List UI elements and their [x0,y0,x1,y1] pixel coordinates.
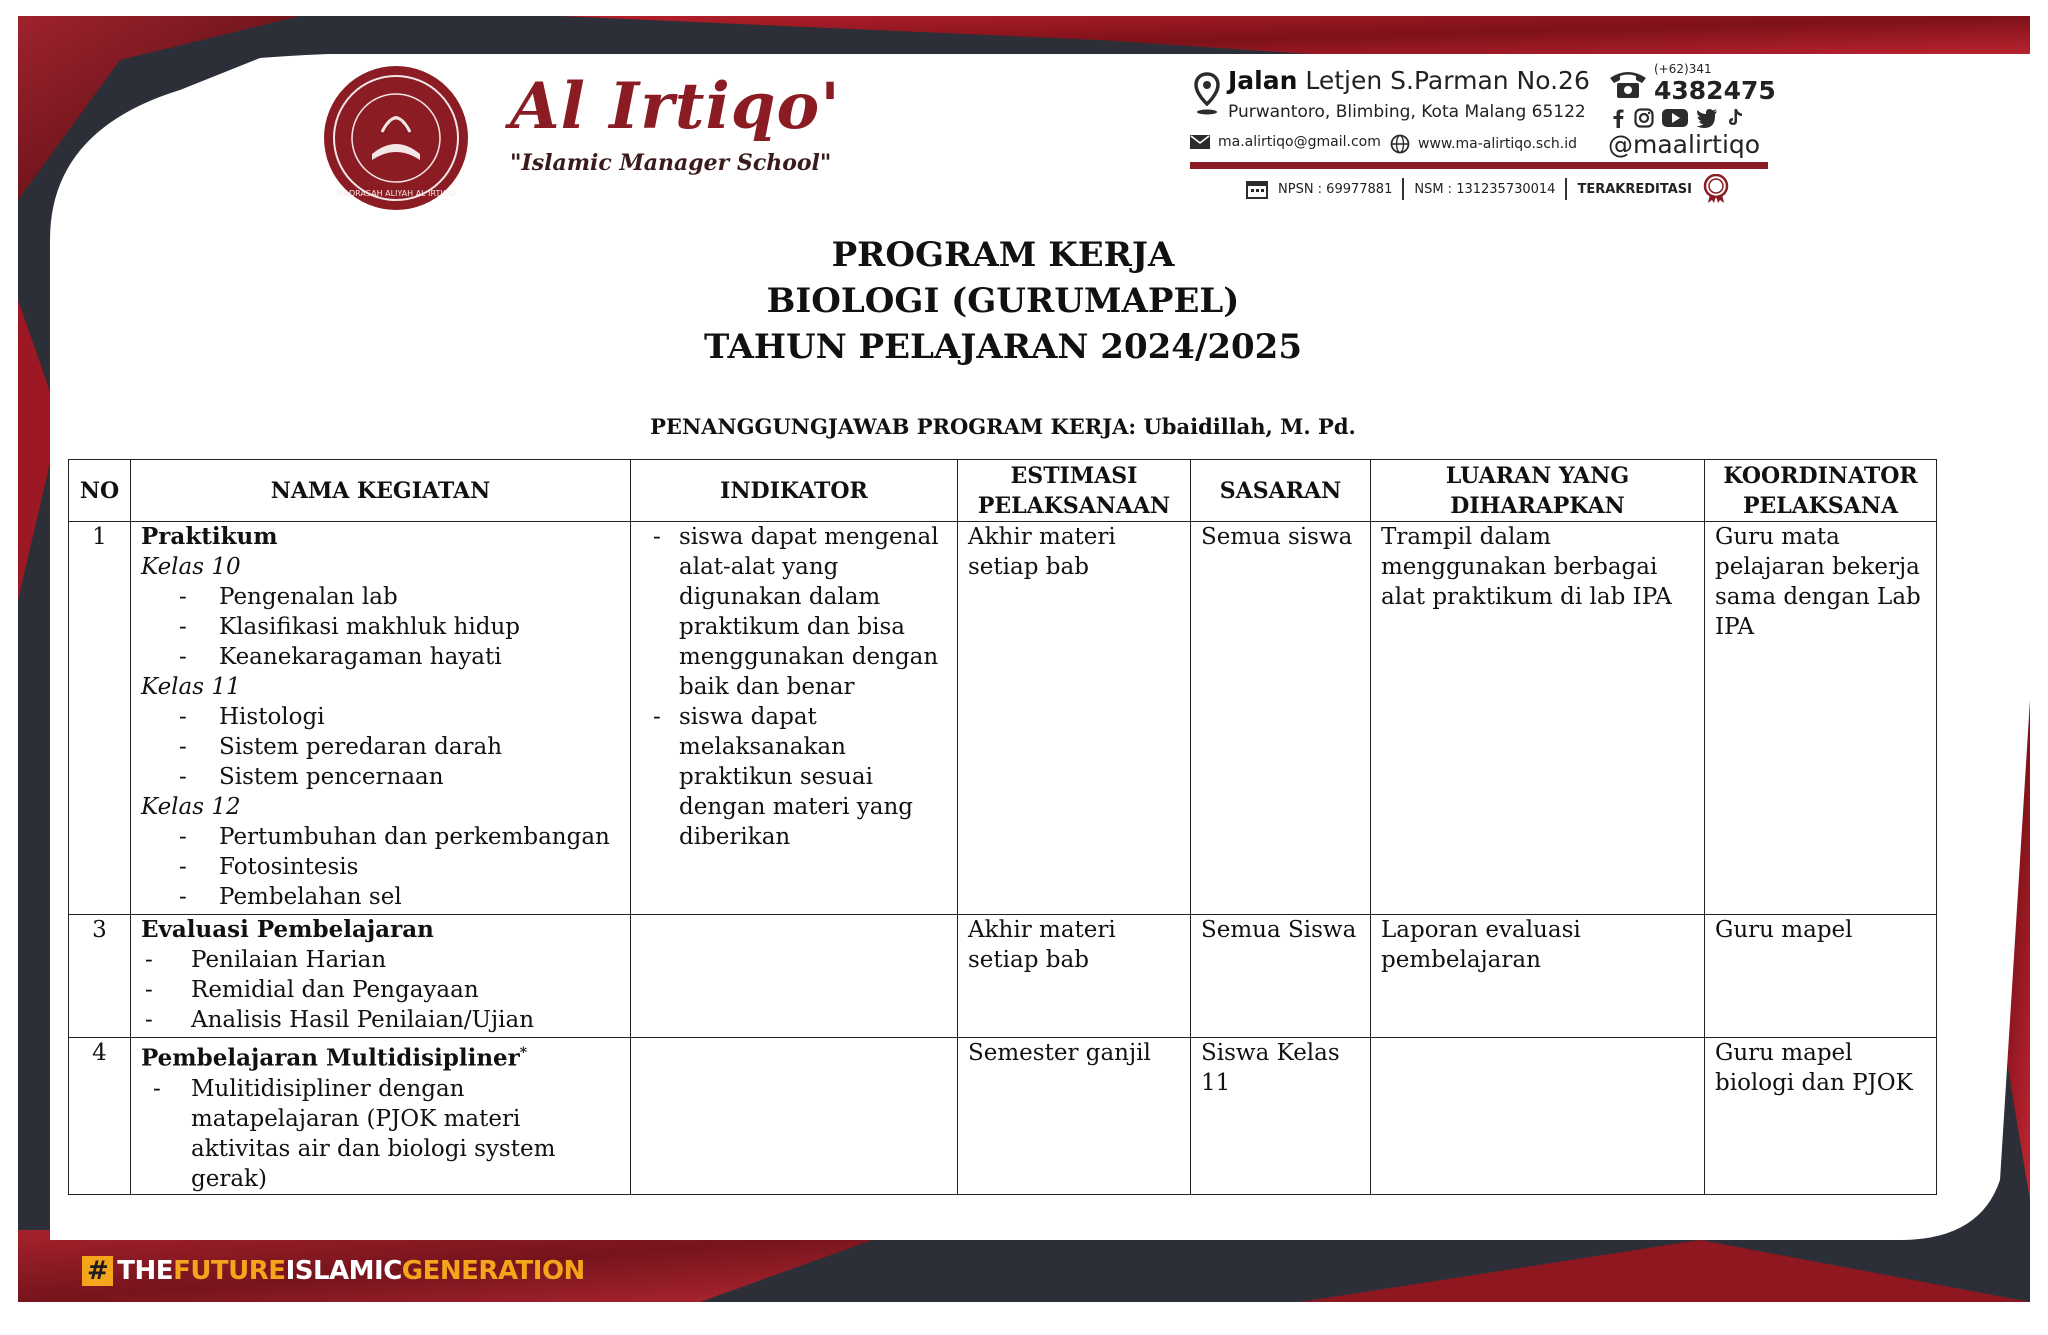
row-number: 3 [69,915,131,1038]
slogan-word: GENERATION [401,1256,585,1286]
twitter-icon [1696,108,1718,128]
activity-list [141,582,620,672]
list-item: - Penilaian Harian [141,945,620,975]
phone-code: (+62)341 [1654,62,1712,76]
activity-list [141,822,620,912]
npsn: NPSN : 69977881 [1278,181,1393,197]
target-cell: Semua Siswa [1191,915,1371,1038]
list-item: - siswa dapat melaksanakan praktikun sesuai dengan materi yang diberikan [641,702,947,852]
accreditation-badge-icon [1702,174,1730,204]
list-item: - Analisis Hasil Penilaian/Ujian [141,1005,620,1035]
title-line-2: BIOLOGI (GURUMAPEL) [766,281,1240,321]
list-item: - Remidial dan Pengayaan [141,975,620,1005]
brand [510,69,841,176]
credentials [1246,174,1730,204]
activity-cell [131,1038,631,1195]
social-handle: @maalirtiqo [1608,130,1761,159]
output-cell: Trampil dalam menggunakan berbagai alat praktikum di lab IPA [1371,522,1705,915]
coordinator-cell: Guru mata pelajaran bekerja sama dengan Lab IPA [1705,522,1937,915]
estimate-cell: Semester ganjil [958,1038,1191,1195]
address-street: Jalan Letjen S.Parman No.26 [1228,66,1590,95]
activity-list [141,702,620,792]
target-cell: Siswa Kelas 11 [1191,1038,1371,1195]
list-item: - Sistem peredaran darah [141,732,620,762]
list-item: - Pengenalan lab [141,582,620,612]
activity-list [141,945,620,1035]
output-cell: Laporan evaluasi pembelajaran [1371,915,1705,1038]
list-item: - siswa dapat mengenal alat-alat yang digunakan dalam praktikum dan bisa menggunakan dengan baik dan benar [641,522,947,702]
website: www.ma-alirtiqo.sch.id [1390,134,1577,154]
estimate-cell: Akhir materi setiap bab [958,915,1191,1038]
location-pin-icon [1194,72,1220,116]
coordinator-cell: Guru mapel biologi dan PJOK [1705,1038,1937,1195]
logo-seal-icon [322,64,470,212]
list-item: - Klasifikasi makhluk hidup [141,612,620,642]
row-number: 4 [69,1038,131,1195]
accreditation: TERAKREDITASI [1577,181,1692,197]
list-item: - Mulitidisipliner dengan matapelajaran (PJOK materi aktivitas air dan biologi system gerak) [141,1074,620,1194]
separator [1402,178,1404,200]
tiktok-icon [1726,108,1744,128]
address-city: Purwantoro, Blimbing, Kota Malang 65122 [1228,102,1586,122]
activity-title: Evaluasi Pembelajaran [141,916,434,943]
phone-number: 4382475 [1654,76,1776,105]
activity-title: Praktikum [141,523,278,550]
row-number: 1 [69,522,131,915]
telephone-icon [1608,68,1648,100]
slogan-word: THE [117,1256,174,1286]
class-label: Kelas 10 [141,554,241,580]
hash-badge: # [82,1256,113,1286]
list-item: - Keanekaragaman hayati [141,642,620,672]
list-item: - Pertumbuhan dan perkembangan [141,822,620,852]
youtube-icon [1662,108,1688,128]
table-row [69,522,1937,915]
list-item: - Pembelahan sel [141,882,620,912]
list-item: - Sistem pencernaan [141,762,620,792]
logo-ring-text: MADRASAH ALIYAH AL IRTIQO [336,189,456,198]
slogan-word: FUTURE [173,1256,286,1286]
footer-slogan [82,1256,585,1286]
globe-icon [1390,134,1410,154]
indicator-cell [631,1038,958,1195]
col-header-coordinator: KOORDINATOR PELAKSANA [1705,460,1937,522]
table-row [69,1038,1937,1195]
footnote-mark: * [519,1045,528,1061]
title-line-1: PROGRAM KERJA [831,235,1175,275]
activity-list [141,1074,620,1194]
header-rule [1190,162,1768,169]
output-cell [1371,1038,1705,1195]
col-header-indicator: INDIKATOR [631,460,958,522]
responsible-person: PENANGGUNGJAWAB PROGRAM KERJA: Ubaidillah, M. Pd. [650,414,1356,439]
indicator-list [641,522,947,852]
activity-cell [131,915,631,1038]
instagram-icon [1634,108,1654,128]
calendar-icon [1246,179,1268,199]
col-header-target: SASARAN [1191,460,1371,522]
class-label: Kelas 11 [141,674,241,700]
indicator-cell [631,915,958,1038]
nsm: NSM : 131235730014 [1414,181,1556,197]
indicator-cell [631,522,958,915]
target-cell: Semua siswa [1191,522,1371,915]
brand-tagline: "Islamic Manager School" [510,150,832,176]
document-title [0,232,2006,370]
estimate-cell: Akhir materi setiap bab [958,522,1191,915]
email: ma.alirtiqo@gmail.com [1190,134,1381,150]
school-logo [322,64,470,212]
table-row [69,915,1937,1038]
brand-name: Al Irtiqo' [510,69,841,144]
col-header-no: NO [69,460,131,522]
col-header-estimate: ESTIMASI PELAKSANAAN [958,460,1191,522]
facebook-icon [1610,108,1626,128]
separator [1565,178,1567,200]
coordinator-cell: Guru mapel [1705,915,1937,1038]
mail-icon [1190,135,1210,149]
slogan-word: ISLAMIC [285,1256,402,1286]
social-icons [1610,108,1744,128]
list-item: - Fotosintesis [141,852,620,882]
col-header-activity: NAMA KEGIATAN [131,460,631,522]
activity-title: Pembelajaran Multidisipliner* [141,1044,528,1072]
title-line-3: TAHUN PELAJARAN 2024/2025 [704,327,1302,367]
col-header-output: LUARAN YANG DIHARAPKAN [1371,460,1705,522]
program-table [68,459,1937,1195]
class-label: Kelas 12 [141,794,241,820]
list-item: - Histologi [141,702,620,732]
activity-cell [131,522,631,915]
table-header-row [69,460,1937,522]
